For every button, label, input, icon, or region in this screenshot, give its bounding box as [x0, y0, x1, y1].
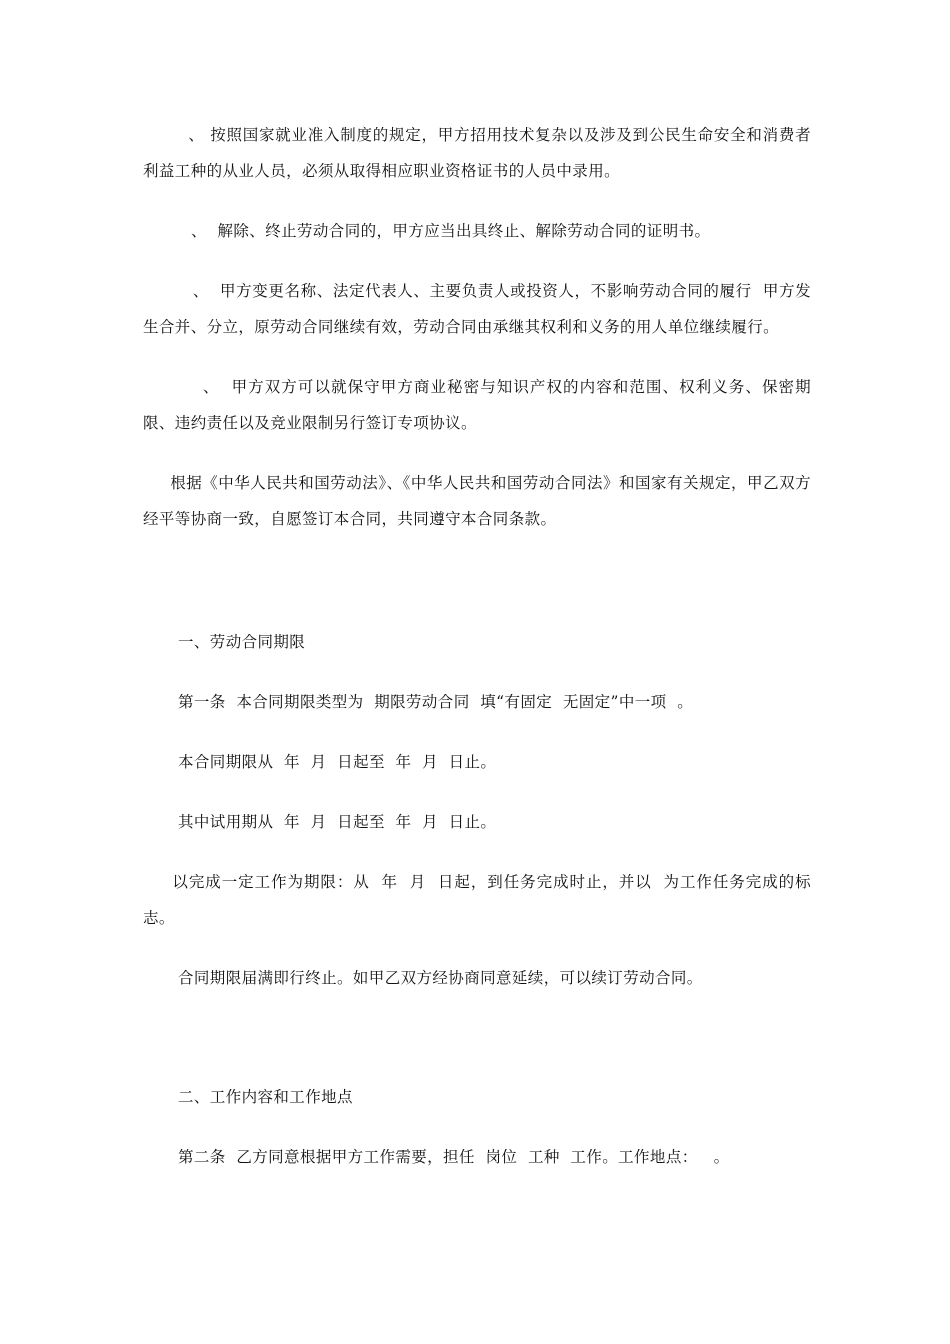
section-heading-work-content: 二、工作内容和工作地点: [178, 1088, 353, 1106]
paragraph-confidentiality: 、 甲方双方可以就保守甲方商业秘密与知识产权的内容和范围、权利义务、保密期限、违约责任以及竞业限制另行签订专项协议。: [143, 378, 811, 432]
section-heading-contract-term: 一、劳动合同期限: [178, 633, 306, 651]
article-2-position-location: 第二条 乙方同意根据甲方工作需要，担任 岗位 工种 工作。工作地点： 。: [178, 1148, 730, 1166]
paragraph-termination-certificate: 、 解除、终止劳动合同的，甲方应当出具终止、解除劳动合同的证明书。: [143, 222, 711, 240]
article-1-contract-type: 第一条 本合同期限类型为 期限劳动合同 填“有固定 无固定”中一项 。: [178, 693, 694, 711]
contract-term-dates: 本合同期限从 年 月 日起至 年 月 日止。: [178, 753, 497, 771]
contract-expiry-renewal: 合同期限届满即行终止。如甲乙双方经协商同意延续，可以续订劳动合同。: [178, 969, 703, 987]
paragraph-employer-changes: 、 甲方变更名称、法定代表人、主要负责人或投资人，不影响劳动合同的履行 甲方发生合并、分立，原劳动合同继续有效，劳动合同由承继其权利和义务的用人单位继续履行。: [143, 282, 811, 336]
paragraph-employment-access: 、 按照国家就业准入制度的规定，甲方招用技术复杂以及涉及到公民生命安全和消费者利益工种的从业人员，必须从取得相应职业资格证书的人员中录用。: [143, 126, 811, 180]
probation-period-dates: 其中试用期从 年 月 日起至 年 月 日止。: [178, 813, 497, 831]
paragraph-legal-basis: 根据《中华人民共和国劳动法》、《中华人民共和国劳动合同法》和国家有关规定，甲乙双方经平等协商一致，自愿签订本合同，共同遵守本合同条款。: [143, 474, 811, 528]
task-based-term: 以完成一定工作为期限：从 年 月 日起，到任务完成时止，并以 为工作任务完成的标志。: [143, 873, 811, 927]
